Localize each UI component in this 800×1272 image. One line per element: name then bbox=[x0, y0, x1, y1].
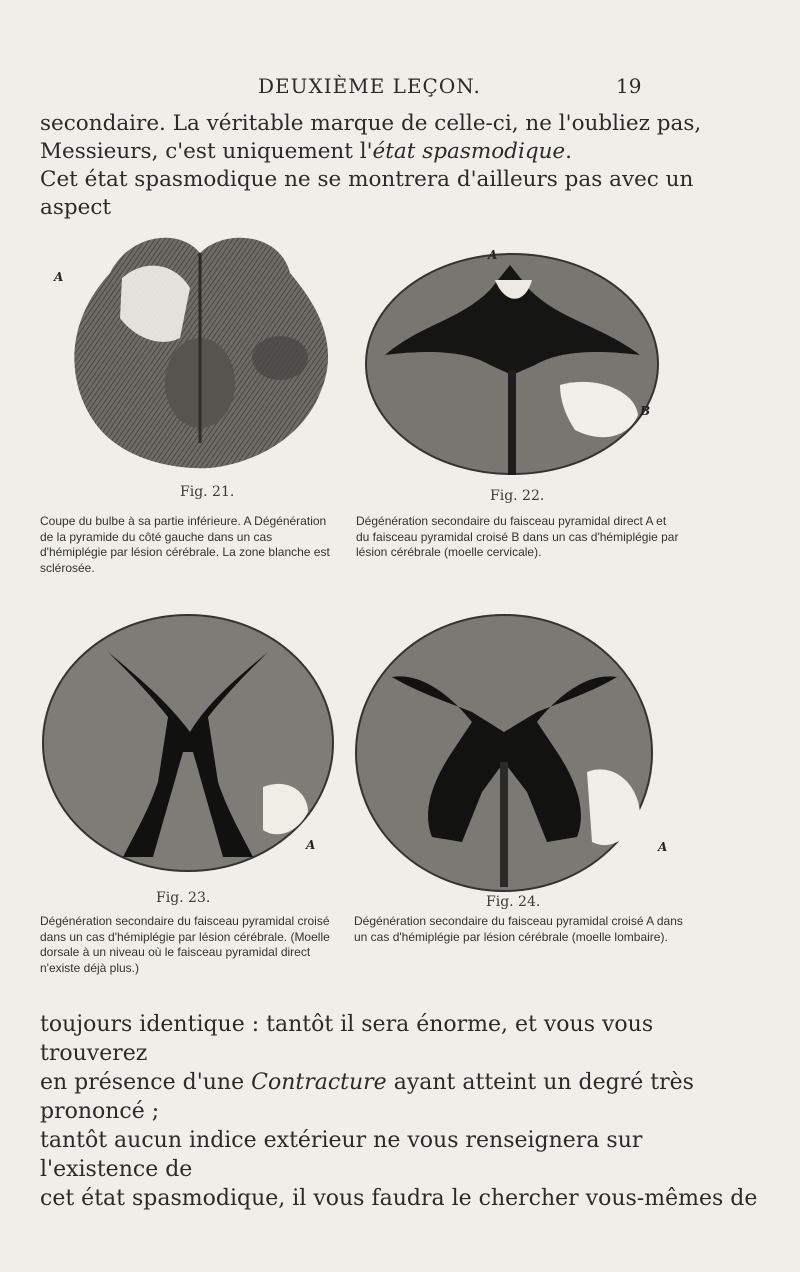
outro-line-4: cet état spasmodique, il vous faudra le chercher vous-mêmes de bbox=[40, 1186, 758, 1211]
intro-line-3: Cet état spasmodique ne se montrera d'ailleurs pas avec un aspect bbox=[40, 167, 694, 220]
figure-21-label: Fig. 21. bbox=[180, 484, 235, 500]
figure-22-letter-a: A bbox=[488, 248, 498, 262]
figure-22-caption: Dégénération secondaire du faisceau pyramidal direct A et du faisceau pyramidal croisé B dans un cas d'hémiplégie par lésion cérébrale (moelle cervicale). bbox=[356, 514, 679, 559]
figure-22-letter-b: B bbox=[640, 404, 651, 418]
figure-21-letter-a: A bbox=[54, 270, 64, 284]
figure-21-caption: Coupe du bulbe à sa partie inférieure. A Dégénération de la pyramide du côté gauche dans un cas d'hémiplégie par lésion cérébrale. La zone blanche est sclérosée. bbox=[40, 514, 330, 575]
figure-23-letter-a: A bbox=[306, 838, 316, 852]
outro-line-3: tantôt aucun indice extérieur ne vous renseignera sur l'existence de bbox=[40, 1128, 643, 1182]
outro-paragraph bbox=[40, 1010, 764, 1213]
outro-line-2: en présence d'une Contracture ayant atteint un degré très prononcé ; bbox=[40, 1070, 694, 1124]
intro-paragraph bbox=[40, 110, 764, 222]
page-header bbox=[0, 74, 800, 104]
intro-line-1: secondaire. La véritable marque de celle-ci, ne l'oubliez pas, bbox=[40, 111, 702, 136]
running-head: DEUXIÈME LEÇON. bbox=[258, 74, 481, 98]
figure-22-label: Fig. 22. bbox=[490, 488, 545, 504]
figure-23-illustration bbox=[38, 612, 338, 874]
intro-line-2: Messieurs, c'est uniquement l'état spasmodique. bbox=[40, 139, 572, 164]
page-number: 19 bbox=[616, 74, 642, 98]
figure-24-caption: Dégénération secondaire du faisceau pyramidal croisé A dans un cas d'hémiplégie par lésion cérébrale (moelle lombaire). bbox=[354, 914, 683, 944]
figure-22-illustration bbox=[360, 250, 665, 478]
figure-23-caption: Dégénération secondaire du faisceau pyramidal croisé dans un cas d'hémiplégie par lésion cérébrale. (Moelle dorsale à un niveau où le faisceau pyramidal direct n'existe déjà plus.) bbox=[40, 914, 330, 975]
figure-24-letter-a: A bbox=[658, 840, 668, 854]
figure-23-label: Fig. 23. bbox=[156, 890, 211, 906]
outro-line-1: toujours identique : tantôt il sera énorme, et vous vous trouverez bbox=[40, 1012, 654, 1066]
figure-24-label: Fig. 24. bbox=[486, 894, 541, 910]
figure-24-illustration bbox=[352, 612, 657, 894]
figure-21-illustration bbox=[50, 228, 350, 474]
